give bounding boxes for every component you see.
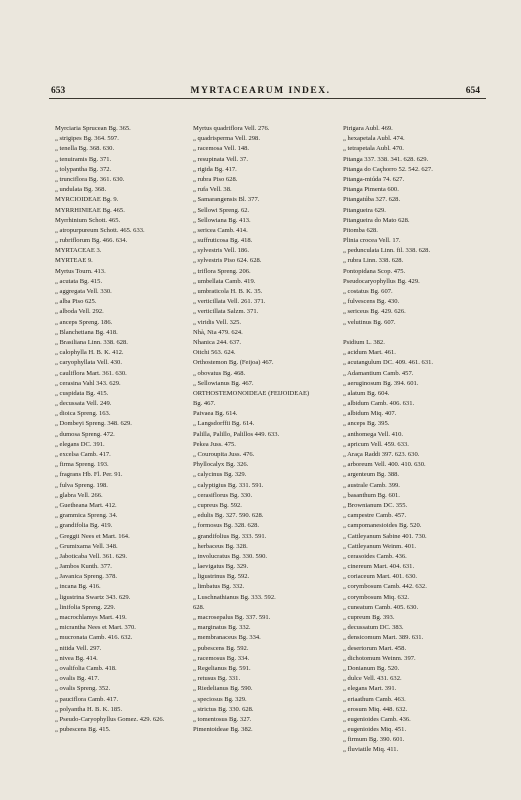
index-entry: „ fluviatile Miq. 411. xyxy=(343,746,399,754)
index-entry: „ verticillata Vell. 261. 371. xyxy=(193,298,266,306)
index-entry: „ alatum Bg. 604. xyxy=(343,389,390,397)
index-entry: „ firma Spreng. 193. xyxy=(55,461,109,469)
index-entry: „ tenuiramis Bg. 371. xyxy=(55,155,112,163)
index-entry: „ Javanica Spreng. 378. xyxy=(55,573,117,581)
index-entry: „ tetrapetala Aubl. 470. xyxy=(343,145,404,153)
index-entry: „ micrantha Nees et Mart. 370. xyxy=(55,624,136,632)
index-entry: Pitanga Pimenta 600. xyxy=(343,186,399,194)
index-entry: „ elegans DC. 391. xyxy=(55,440,105,448)
index-entry: „ acutangulum DC. 409. 461. 631. xyxy=(343,359,434,367)
index-entry: „ Greggii Nees et Mart. 164. xyxy=(55,532,130,540)
index-entry: „ sericeus Bg. 429. 626. xyxy=(343,308,406,316)
index-entry: „ rigida Bg. 417. xyxy=(193,165,237,173)
index-entry: „ apricum Vell. 459. 633. xyxy=(343,440,409,448)
index-entry: Pitanga 337. 338. 341. 628. 629. xyxy=(343,155,429,163)
index-entry: „ eugenioides Camb. 436. xyxy=(343,715,411,723)
index-entry: „ tenella Bg. 368. 630. xyxy=(55,145,115,153)
index-entry: „ fulva Spreng. 198. xyxy=(55,481,108,489)
index-entry: Pekea Juss. 475. xyxy=(193,440,236,448)
page-number-right: 654 xyxy=(465,86,480,96)
index-entry: „ tomentosus Bg. 327. xyxy=(193,715,252,723)
index-entry: „ Jaboticaba Vell. 361. 629. xyxy=(55,552,128,560)
index-entry: „ rubriflorum Bg. 466. 634. xyxy=(55,237,128,245)
index-entry: „ Sellowiana Bg. 413. xyxy=(193,216,251,224)
index-entry: „ australe Camb. 399. xyxy=(343,481,400,489)
index-entry: „ fragrans Hb. Fl. Per. 91. xyxy=(55,471,123,479)
index-entry: „ caryophyllata Vell. 430. xyxy=(55,359,122,367)
index-entry: „ ligustrinus Bg. 592. xyxy=(193,573,250,581)
index-entry: „ Brasiliana Linn. 338. 628. xyxy=(55,338,128,346)
index-entry: „ elegans Mart. 391. xyxy=(343,685,397,693)
index-entry: „ tolypantha Bg. 372. xyxy=(55,165,112,173)
index-entry: „ macrochlamys Mart. 419. xyxy=(55,614,127,621)
index-entry: „ Guetheana Mart. 412. xyxy=(55,501,117,509)
index-entry: „ calophylla H. B. K. 412. xyxy=(55,349,124,357)
index-entry: „ decussata Vell. 249. xyxy=(55,400,112,408)
index-entry: „ Samarangensis Bl. 377. xyxy=(193,196,260,204)
index-entry: „ acutata Bg. 415. xyxy=(55,277,103,285)
index-entry: „ dioica Spreng. 163. xyxy=(55,410,111,418)
index-entry: Pitanga-miúda 74. 627. xyxy=(343,175,405,183)
index-entry: „ sylvestris Piso 624. 628. xyxy=(193,257,262,265)
index-entry: Pimentoideae Bg. 382. xyxy=(193,726,253,734)
index-entry: „ calyptigius Bg. 331. 591. xyxy=(193,481,264,489)
index-entry: „ Araça Raddi 397. 623. 630. xyxy=(343,451,420,458)
index-entry: Nhanica 244. 637. xyxy=(193,338,241,346)
index-entry: Myrtus Tourn. 413. xyxy=(55,267,106,275)
index-entry: „ alboda Vell. 292. xyxy=(55,308,104,316)
index-entry: „ involucratus Bg. 330. 590. xyxy=(193,552,268,560)
index-entry: Pitangueira 629. xyxy=(343,206,386,214)
index-entry: „ alba Piso 625. xyxy=(55,298,97,306)
index-entry: „ Sellowi Spreng. 62. xyxy=(193,206,250,214)
index-entry: „ Riedelianus Bg. 590. xyxy=(193,685,253,693)
index-entry: „ arboreum Vell. 400. 410. 630. xyxy=(343,461,426,469)
index-entry: „ ovalis Bg. 417. xyxy=(55,675,100,683)
index-entry: „ glabra Vell. 266. xyxy=(55,491,103,499)
index-entry: „ campestre Camb. 457. xyxy=(343,512,407,520)
index-entry: „ ovalifolia Camb. 418. xyxy=(55,664,117,672)
index-entry: „ cerasoides Camb. 436. xyxy=(343,552,407,560)
index-entry: „ ovalis Spreng. 352. xyxy=(55,685,111,693)
index-entry: „ limbatus Bg. 332. xyxy=(193,583,245,591)
index-entry: „ cupreus Bg. 592. xyxy=(193,501,242,509)
index-entry: „ cupreum Bg. 393. xyxy=(343,614,395,621)
index-entry: „ firmum Bg. 390. 601. xyxy=(343,736,405,744)
index-entry: „ cerasiflorus Bg. 330. xyxy=(193,491,253,499)
index-entry: „ grandifolius Bg. 333. 591. xyxy=(193,532,267,540)
index-column-3 xyxy=(343,124,488,756)
index-entry: Paivaea Bg. 614. xyxy=(193,410,238,418)
index-entry: „ viridis Vell. 325. xyxy=(193,318,242,326)
index-entry: Myrtus quadriflora Vell. 276. xyxy=(193,125,270,132)
index-entry: „ quadrisperma Vell. 298. xyxy=(193,135,260,143)
index-entry: Bg. 467. xyxy=(193,400,216,408)
index-entry: „ nitida Vell. 297. xyxy=(55,644,102,652)
index-entry: „ incana Bg. 416. xyxy=(55,583,101,591)
index-entry: „ coriaceum Mart. 401. 630. xyxy=(343,573,417,581)
index-entry: „ Grumixama Vell. 348. xyxy=(55,542,118,550)
index-entry: Pitomba 628. xyxy=(343,226,378,234)
index-entry: „ anceps Bg. 395. xyxy=(343,420,390,428)
index-entry: „ hexapetala Aubl. 474. xyxy=(343,135,405,143)
running-title: MYRTACEARUM INDEX. xyxy=(190,86,331,96)
index-entry: „ Sellowianus Bg. 467. xyxy=(193,379,254,387)
index-entry: „ trunciflora Bg. 361. 630. xyxy=(55,175,125,183)
index-entry: Myrrhinium Schott. 465. xyxy=(55,216,121,224)
index-entry: „ dulce Vell. 431. 632. xyxy=(343,675,402,683)
index-entry: „ dichotomum Weinm. 397. xyxy=(343,654,416,662)
index-entry: „ aggregata Vell. 330. xyxy=(55,288,112,295)
index-entry: „ cauliflora Mart. 361. 630. xyxy=(55,369,127,377)
index-entry: „ velutinus Bg. 607. xyxy=(343,318,396,326)
index-entry: „ corymbosum Miq. 632. xyxy=(343,593,410,601)
index-entry: „ Brownianum DC. 355. xyxy=(343,501,408,509)
index-entry: „ umbellata Camb. 419. xyxy=(193,277,256,285)
index-entry: „ rufa Vell. 38. xyxy=(193,186,232,194)
index-entry: „ rubra Piso 628. xyxy=(193,175,238,183)
index-entry: „ Pseudo-Caryophyllus Gomez. 429. 626. xyxy=(55,715,165,723)
index-entry: „ umbraticola H. B. K. 35. xyxy=(193,288,263,295)
index-entry: „ calycinus Bg. 329. xyxy=(193,471,247,479)
index-entry: „ Langsdorffii Bg. 614. xyxy=(193,420,255,428)
index-entry: „ argenteum Bg. 388. xyxy=(343,471,400,479)
index-entry: „ pubescens Bg. 415. xyxy=(55,726,111,734)
index-entry: „ cerasina Vahl 343. 629. xyxy=(55,379,121,387)
index-entry: „ membranaceus Bg. 334. xyxy=(193,634,261,642)
index-entry: „ obovatus Bg. 468. xyxy=(193,369,246,377)
index-entry: „ pauciflora Camb. 417. xyxy=(55,695,119,703)
index-entry: „ undulata Bg. 368. xyxy=(55,186,107,194)
index-entry: „ cuspidata Bg. 415. xyxy=(55,389,109,397)
index-entry: „ Adamantium Camb. 457. xyxy=(343,369,414,377)
index-entry: „ laevigatus Bg. 329. xyxy=(193,563,249,571)
index-entry: „ strigipes Bg. 364. 597. xyxy=(55,135,119,143)
index-entry: „ cuneatum Camb. 405. 630. xyxy=(343,603,419,611)
index-entry: „ densicomum Mart. 389. 631. xyxy=(343,634,424,642)
index-entry: „ rubra Linn. 338. 628. xyxy=(343,257,404,265)
index-entry: „ cinereum Mart. 404. 631. xyxy=(343,563,415,571)
index-entry: „ costatus Bg. 607. xyxy=(343,288,393,295)
index-entry: Pseudocaryophyllus Bg. 429. xyxy=(343,277,420,285)
index-entry: MYRTEAE 9. xyxy=(55,257,93,265)
index-column-1 xyxy=(55,124,210,735)
index-entry: „ basanthum Bg. 601. xyxy=(343,491,400,499)
index-entry: „ ligustrina Swartz 343. 629. xyxy=(55,593,131,601)
index-entry: „ edulis Bg. 327. 590. 628. xyxy=(193,512,264,520)
index-entry: „ racemosa Vell. 148. xyxy=(193,145,250,153)
index-entry: Orthostemon Bg. (Feijoa) 467. xyxy=(193,359,274,367)
index-entry: Oitchi 563. 624. xyxy=(193,349,236,357)
index-entry: ORTHOSTEMONOIDEAE (FEIJOIDEAE) xyxy=(193,389,310,397)
index-entry: „ pubescens Bg. 592. xyxy=(193,644,249,652)
index-column-2 xyxy=(193,124,353,735)
index-entry: „ mucronata Camb. 416. 632. xyxy=(55,634,133,642)
index-entry: „ macrosepalus Bg. 337. 591. xyxy=(193,614,271,621)
index-entry: Plinia crocea Vell. 17. xyxy=(343,237,401,245)
index-entry: „ linifolia Spreng. 229. xyxy=(55,603,116,611)
index-entry: Pitanga do Caçhorro 52. 542. 627. xyxy=(343,165,433,173)
index-entry: „ grandifolia Bg. 419. xyxy=(55,522,113,530)
index-entry: „ herbaceus Bg. 328. xyxy=(193,542,248,550)
index-entry: „ sylvestris Vell. 186. xyxy=(193,247,250,255)
index-entry: „ campomanesioides Bg. 520. xyxy=(343,522,422,530)
header-rule xyxy=(49,98,486,99)
index-entry: „ eugenioides Miq. 451. xyxy=(343,726,407,734)
index-entry: „ erosum Miq. 448. 632. xyxy=(343,705,408,713)
index-entry xyxy=(343,328,488,338)
index-entry: MYRRHINIEAE Bg. 465. xyxy=(55,206,125,214)
index-entry: Pontopidana Scop. 475. xyxy=(343,267,406,275)
index-entry: „ dumosa Spreng. 472. xyxy=(55,430,115,438)
index-entry: Palilla, Palillo, Palillos 449. 633. xyxy=(193,430,280,438)
page-number-left: 653 xyxy=(51,86,66,96)
index-entry: Psidium L. 382. xyxy=(343,338,385,346)
index-entry: „ acidum Mart. 461. xyxy=(343,349,396,357)
index-entry: MYRTACEAE 3. xyxy=(55,247,102,255)
index-entry: Pitangatúba 327. 628. xyxy=(343,196,401,204)
index-entry: „ atropurpureum Schott. 465. 633. xyxy=(55,226,145,234)
index-entry: Pirigara Aubl. 469. xyxy=(343,125,393,132)
index-entry: „ Cattleyanum Weinm. 401. xyxy=(343,542,416,550)
index-entry: „ formosus Bg. 328. 628. xyxy=(193,522,260,530)
index-entry: „ marginatus Bg. 332. xyxy=(193,624,251,632)
index-entry: „ suffruticosa Bg. 418. xyxy=(193,237,253,245)
index-entry: „ albidum Camb. 406. 631. xyxy=(343,400,415,408)
index-entry: Pitangueira do Mato 628. xyxy=(343,216,410,224)
index-entry: „ Blanchetiana Bg. 418. xyxy=(55,328,118,336)
index-entry: „ retusus Bg. 331. xyxy=(193,675,241,683)
index-entry: „ desertorum Mart. 458. xyxy=(343,644,407,652)
index-entry: Nhà, Nia 479. 624. xyxy=(193,328,243,336)
index-entry: „ resupinata Vell. 37. xyxy=(193,155,248,163)
index-entry: „ fulvescens Bg. 430. xyxy=(343,298,400,306)
index-entry: MYRCIOIDEAE Bg. 9. xyxy=(55,196,119,204)
index-entry: 628. xyxy=(193,603,205,611)
index-entry: „ excelsa Camb. 417. xyxy=(55,451,111,458)
index-entry: „ corymbosum Camb. 442. 632. xyxy=(343,583,427,591)
index-entry: „ Donianum Bg. 520. xyxy=(343,664,400,672)
index-entry: „ anceps Spreng. 186. xyxy=(55,318,113,326)
index-entry: „ Cattleyanum Sabine 401. 730. xyxy=(343,532,427,540)
index-entry: Phyllocalyx Bg. 326. xyxy=(193,461,249,469)
index-entry: „ polyantha H. B. K. 185. xyxy=(55,705,123,713)
index-entry: „ speciosus Bg. 329. xyxy=(193,695,247,703)
index-entry: „ pedunculata Linn. fil. 338. 628. xyxy=(343,247,431,255)
index-entry: „ aeruginosum Bg. 394. 601. xyxy=(343,379,419,387)
index-entry: „ verticillata Salzm. 371. xyxy=(193,308,259,316)
index-entry: „ racemosus Bg. 334. xyxy=(193,654,250,662)
index-entry: „ Dombeyi Spreng. 348. 629. xyxy=(55,420,132,428)
index-entry: „ anthomega Vell. 410. xyxy=(343,430,404,438)
index-entry: „ sericea Camb. 414. xyxy=(193,226,248,234)
index-entry: „ nivea Bg. 414. xyxy=(55,654,98,662)
index-entry: „ Regelianus Bg. 591. xyxy=(193,664,251,672)
index-entry: „ Jambos Kunth. 377. xyxy=(55,563,112,571)
index-entry: „ Couroupita Juss. 476. xyxy=(193,451,255,458)
index-entry: „ decussatum DC. 383. xyxy=(343,624,404,632)
index-entry: „ triflora Spreng. 206. xyxy=(193,267,251,275)
index-entry: „ eriaathum Camb. 463. xyxy=(343,695,406,703)
index-entry: Myrciaria Sprucean Bg. 365. xyxy=(55,125,131,132)
index-entry: „ strictus Bg. 330. 628. xyxy=(193,705,254,713)
index-entry: „ Luschnathianus Bg. 333. 592. xyxy=(193,593,276,601)
index-entry: „ grammica Spreng. 34. xyxy=(55,512,118,520)
index-entry: „ albidum Miq. 407. xyxy=(343,410,397,418)
